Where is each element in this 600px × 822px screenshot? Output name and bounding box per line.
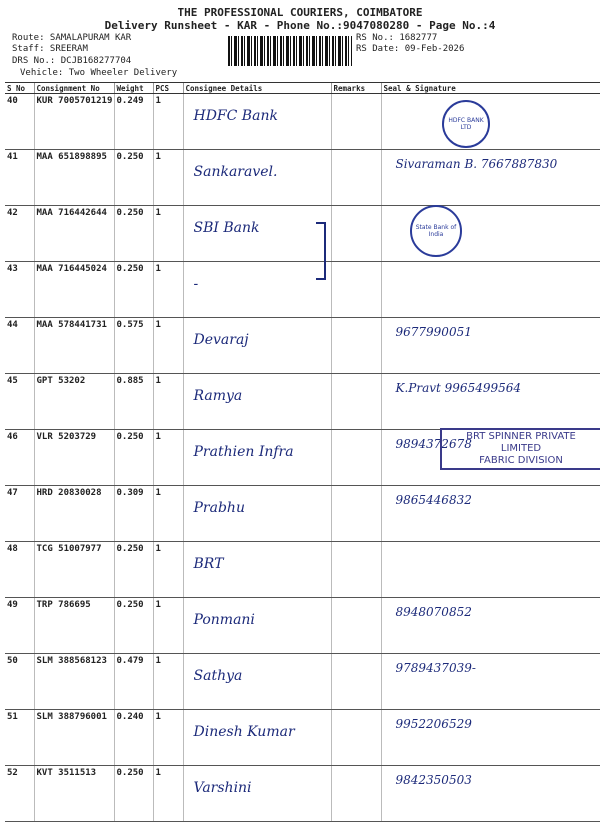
company-title: THE PROFESSIONAL COURIERS, COIMBATORE — [177, 6, 423, 19]
cell-consignment: MAA 651898895 — [34, 150, 114, 206]
table-row — [5, 206, 600, 262]
cell-consignment: MAA 716442644 — [34, 206, 114, 262]
cell-consignment: SLM 388568123 — [34, 654, 114, 710]
runsheet-title: Delivery Runsheet - KAR - Phone No.:9047080280 - Page No.:4 — [104, 19, 496, 32]
cell-pcs: 1 — [153, 486, 183, 542]
brt-stamp-line1: BRT SPINNER PRIVATE LIMITED — [466, 431, 576, 454]
cell-sno: 52 — [5, 766, 34, 822]
cell-weight: 0.240 — [114, 710, 153, 766]
cell-weight: 0.885 — [114, 374, 153, 430]
cell-weight: 0.309 — [114, 486, 153, 542]
cell-weight: 0.250 — [114, 598, 153, 654]
table-row — [5, 654, 600, 710]
cell-remarks — [331, 318, 381, 374]
cell-seal: Sivaraman B. 7667887830 — [381, 150, 600, 206]
table-row — [5, 94, 600, 150]
cell-pcs: 1 — [153, 430, 183, 486]
table-row — [5, 262, 600, 318]
cell-pcs: 1 — [153, 150, 183, 206]
cell-sno: 41 — [5, 150, 34, 206]
cell-sno: 44 — [5, 318, 34, 374]
cell-consignment: MAA 578441731 — [34, 318, 114, 374]
cell-remarks — [331, 94, 381, 150]
cell-weight: 0.250 — [114, 206, 153, 262]
brt-stamp-line2: FABRIC DIVISION — [479, 455, 563, 466]
sbi-bank-stamp: State Bank of India — [410, 205, 462, 257]
cell-consignee: Devaraj — [183, 318, 331, 374]
barcode-image — [228, 36, 352, 66]
cell-consignee: SBI Bank — [183, 206, 331, 262]
cell-weight: 0.249 — [114, 94, 153, 150]
cell-weight: 0.250 — [114, 766, 153, 822]
cell-weight: 0.575 — [114, 318, 153, 374]
table-row — [5, 542, 600, 598]
cell-weight: 0.250 — [114, 542, 153, 598]
cell-remarks — [331, 766, 381, 822]
cell-consignee: Sathya — [183, 654, 331, 710]
cell-sno: 42 — [5, 206, 34, 262]
cell-consignment: HRD 20830028 — [34, 486, 114, 542]
cell-weight: 0.479 — [114, 654, 153, 710]
route-label: Route: SAMALAPURAM KAR — [12, 33, 132, 43]
cell-sno: 46 — [5, 430, 34, 486]
cell-pcs: 1 — [153, 654, 183, 710]
cell-consignee: Sankaravel. — [183, 150, 331, 206]
cell-sno: 49 — [5, 598, 34, 654]
cell-seal — [381, 94, 600, 150]
cell-consignment: TRP 786695 — [34, 598, 114, 654]
col-consignee: Consignee Details — [183, 83, 331, 94]
table-row — [5, 766, 600, 822]
table-row — [5, 318, 600, 374]
cell-consignment: KUR 7005701219 — [34, 94, 114, 150]
cell-consignee: Ponmani — [183, 598, 331, 654]
cell-seal: 9842350503 — [381, 766, 600, 822]
col-consignment: Consignment No — [34, 83, 114, 94]
cell-consignment: MAA 716445024 — [34, 262, 114, 318]
cell-remarks — [331, 486, 381, 542]
cell-consignee: BRT — [183, 542, 331, 598]
cell-pcs: 1 — [153, 262, 183, 318]
cell-remarks — [331, 430, 381, 486]
cell-remarks — [331, 654, 381, 710]
cell-remarks — [331, 710, 381, 766]
table-row — [5, 150, 600, 206]
vehicle-label: Vehicle: Two Wheeler Delivery — [20, 68, 178, 78]
cell-sno: 40 — [5, 94, 34, 150]
cell-sno: 48 — [5, 542, 34, 598]
cell-seal — [381, 542, 600, 598]
cell-seal: 8948070852 — [381, 598, 600, 654]
col-weight: Weight — [114, 83, 153, 94]
col-pcs: PCS — [153, 83, 183, 94]
cell-seal: 9865446832 — [381, 486, 600, 542]
cell-seal: 9789437039- — [381, 654, 600, 710]
cell-seal: 9677990051 — [381, 318, 600, 374]
bracket-mark — [316, 222, 326, 280]
table-row — [5, 710, 600, 766]
cell-weight: 0.250 — [114, 430, 153, 486]
cell-weight: 0.250 — [114, 150, 153, 206]
cell-seal: 9952206529 — [381, 710, 600, 766]
col-remarks: Remarks — [331, 83, 381, 94]
col-seal: Seal & Signature — [381, 83, 600, 94]
cell-consignee: Varshini — [183, 766, 331, 822]
cell-consignment: TCG 51007977 — [34, 542, 114, 598]
cell-sno: 45 — [5, 374, 34, 430]
cell-consignment: VLR 5203729 — [34, 430, 114, 486]
cell-remarks — [331, 598, 381, 654]
cell-seal: K.Pravt 9965499564 — [381, 374, 600, 430]
cell-remarks — [331, 542, 381, 598]
cell-remarks — [331, 206, 381, 262]
cell-consignment: KVT 3511513 — [34, 766, 114, 822]
cell-pcs: 1 — [153, 598, 183, 654]
cell-pcs: 1 — [153, 542, 183, 598]
cell-weight: 0.250 — [114, 262, 153, 318]
rs-number: RS No.: 1682777 — [356, 33, 438, 43]
cell-consignment: SLM 388796001 — [34, 710, 114, 766]
cell-consignee: Prathien Infra — [183, 430, 331, 486]
cell-remarks — [331, 262, 381, 318]
hdfc-bank-stamp: HDFC BANK LTD — [442, 100, 490, 148]
cell-remarks — [331, 150, 381, 206]
cell-consignee: - — [183, 262, 331, 318]
table-row — [5, 486, 600, 542]
cell-consignee: Ramya — [183, 374, 331, 430]
cell-consignee: Prabhu — [183, 486, 331, 542]
rs-date: RS Date: 09-Feb-2026 — [356, 44, 465, 54]
table-row — [5, 374, 600, 430]
cell-consignee: HDFC Bank — [183, 94, 331, 150]
staff-label: Staff: SREERAM — [12, 44, 88, 54]
drs-label: DRS No.: DCJB168277704 — [12, 56, 132, 66]
cell-pcs: 1 — [153, 374, 183, 430]
cell-sno: 43 — [5, 262, 34, 318]
cell-sno: 47 — [5, 486, 34, 542]
cell-pcs: 1 — [153, 318, 183, 374]
table-header-row — [5, 83, 600, 94]
cell-pcs: 1 — [153, 94, 183, 150]
cell-pcs: 1 — [153, 766, 183, 822]
cell-sno: 50 — [5, 654, 34, 710]
cell-consignee: Dinesh Kumar — [183, 710, 331, 766]
brt-company-stamp — [440, 428, 600, 470]
table-row — [5, 598, 600, 654]
cell-consignment: GPT 53202 — [34, 374, 114, 430]
cell-pcs: 1 — [153, 206, 183, 262]
cell-sno: 51 — [5, 710, 34, 766]
col-sno: S No — [5, 83, 34, 94]
cell-seal: 9894372678 — [381, 430, 600, 486]
cell-seal — [381, 262, 600, 318]
cell-remarks — [331, 374, 381, 430]
cell-pcs: 1 — [153, 710, 183, 766]
